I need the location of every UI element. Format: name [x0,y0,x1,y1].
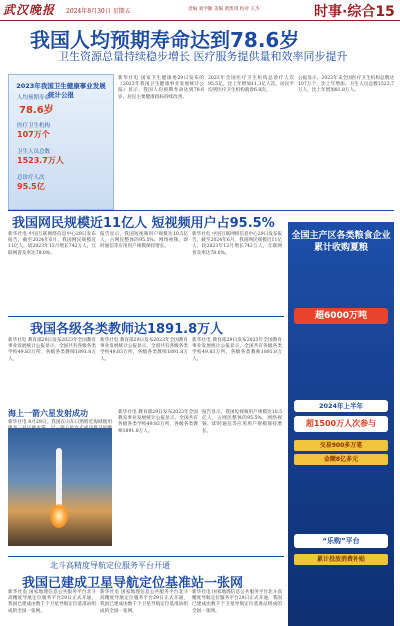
article-paragraph: 新华社电 教育部29日发布2023年全国教育事业发展统计公报显示，全国共有各级各类学校49.83万所，各级各类教师1891.8万人。 [192,338,282,362]
article-paragraph: 新华社电 教育部29日发布2023年全国教育事业发展统计公报显示，全国共有各级各类学校49.83万所，各级各类教师1891.8万人。 [100,338,188,362]
photo-caption: 新华社电 8月29日，我国在山东日照附近海域使用 [8,420,112,425]
article-paragraph: 新华社电 国家地理信息公共服务平台北斗高精度导航定位服务平台29日正式开通，我国已建成由数千个卫星导航定位基准站组成的全国一张网。 [8,590,96,614]
masthead [0,0,400,21]
article-paragraph: 新华社电 教育部29日发布2023年全国教育事业发展统计公报显示，全国共有各级各类学校49.83万所，各级各类教师1891.8万人。 [8,338,96,362]
section-title: 时事·综合15 [314,4,395,20]
infographic-title: 2023年我国卫生健康事业发展统计公报 [16,82,106,99]
divider [8,556,284,557]
divider [8,210,394,211]
advertisement-panel [288,222,394,626]
section2-headline: 我国网民规模近11亿人 短视频用户占95.5% [12,216,275,231]
infographic-value: 78.6岁 [19,105,54,116]
article-paragraph: 新华社电 中国互联网络信息中心29日发布报告，截至2024年6月，我国网民规模近11亿人，较2023年12月增长742万人，互联网普及率达78.0%。 [8,232,96,256]
infographic-row-value: 95.5亿 [17,182,45,191]
article-paragraph: 新华社电 国家地理信息公共服务平台北斗高精度导航定位服务平台29日正式开通，我国已建成由数千个卫星导航定位基准站组成的全国一张网。 [100,590,188,614]
infographic-panel [8,74,114,210]
infographic-row-value: 107万个 [17,130,50,139]
ad-tag: 交易900多万笔 [294,440,388,451]
infographic-row-value: 1523.7万人 [17,156,64,165]
article-paragraph: 公报显示，2023年末全国医疗卫生机构总数达107万个，比上年增加。卫生人员总数1523.7万人，比上年增加81.8万人。 [298,76,394,94]
section3-headline: 我国各级各类教师达1891.8万人 [30,322,224,337]
editors-line: 责编 刘学勤 美编 黄凯琪 校对 王杰 [188,7,260,12]
article-paragraph: 报告显示，我国短视频用户规模达10.5亿人，占网民整体的95.5%，网络视频、即时通信等应用用户规模保持增长。 [202,410,282,434]
infographic-row-label: 卫生人员总数 [17,149,51,155]
main-subheadline: 卫生资源总量持续稳步增长 医疗服务提供量和效率同步提升 [58,50,348,63]
bottom-headline: 我国已建成卫星导航定位基准站一张网 [22,576,244,591]
ad-box: 超1500万人次参与 [294,416,388,432]
article-paragraph: 新华社电 国家地理信息公共服务平台北斗高精度导航定位服务平台29日正式开通，我国已建成由数千个卫星导航定位基准站组成的全国一张网。 [192,590,282,614]
ad-tag: 累计投放消费补贴 [294,554,388,565]
rocket-launch-photo [8,428,112,546]
flame-icon [50,504,68,528]
ad-title: 全国主产区各类粮食企业累计收购夏粮 [291,231,391,253]
newspaper-logo: 武汉晚报 [3,3,56,17]
main-headline: 我国人均预期寿命达到78.6岁 [30,28,300,52]
infographic-row-label: 医疗卫生机构 [17,123,51,129]
ad-box: 2024年上半年 [294,400,388,412]
photo-caption-title: 海上一箭六星发射成功 [8,409,88,418]
article-paragraph: 新华社电 教育部29日发布2023年全国教育事业发展统计公报显示，全国共有各级各类学校49.83万所，各级各类教师1891.8万人。 [118,410,198,434]
rocket-icon [56,448,62,506]
bottom-kicker: 北斗高精度导航定位服务平台开通 [50,561,170,570]
article-paragraph: 报告显示，我国短视频用户规模达10.5亿人，占网民整体的95.5%，网络视频、即时通信等应用用户规模保持增长。 [100,232,188,250]
ad-box: “乐购”平台 [294,534,388,548]
infographic-row-label: 总诊疗人次 [17,175,45,181]
infographic-value-label: 人均预期寿命 [17,95,51,101]
article-paragraph: 2023年全国医疗卫生机构总诊疗人次95.5亿，比上年增加11.3亿人次，居民平均到医疗卫生机构就诊6.8次。 [208,76,294,94]
issue-date: 2024年8月30日 星期五 [66,8,131,15]
ad-tag: 金额8亿多元 [294,454,388,465]
article-paragraph: 新华社电 中国互联网络信息中心29日发布报告，截至2024年6月，我国网民规模近11亿人，较2023年12月增长742万人，互联网普及率达78.0%。 [192,232,282,256]
ad-amount: 超6000万吨 [294,308,388,324]
article-paragraph: 新华社电 国家卫生健康委29日发布的《2023年我国卫生健康事业发展统计公报》显示，我国人均预期寿命达到78.6岁，居民主要健康指标持续改善。 [118,76,204,100]
divider [8,316,284,317]
